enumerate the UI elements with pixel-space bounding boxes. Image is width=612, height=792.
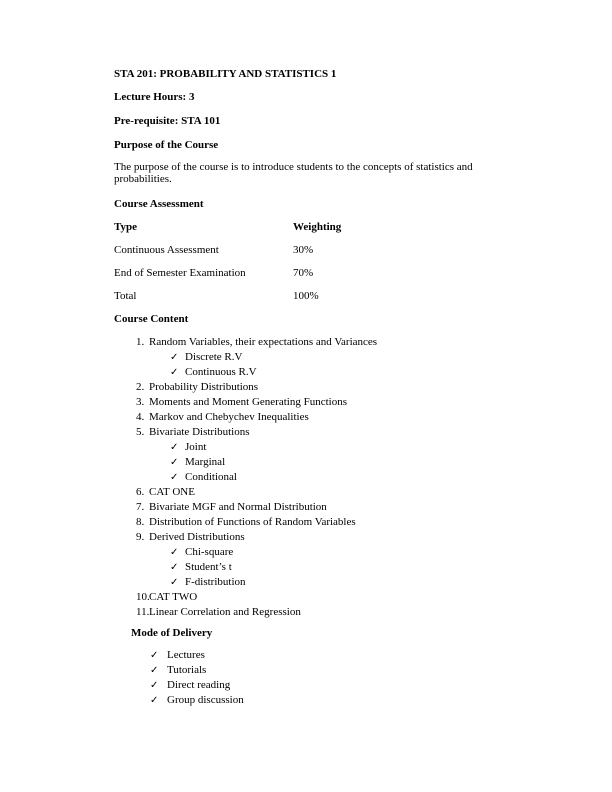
- list-number: 1.: [136, 336, 145, 348]
- check-icon: ✓: [150, 650, 159, 661]
- list-number: 9.: [136, 531, 145, 543]
- check-icon: ✓: [150, 680, 159, 691]
- list-item: Distribution of Functions of Random Variables: [149, 516, 356, 528]
- list-item: Derived Distributions: [149, 531, 245, 543]
- check-icon: ✓: [150, 665, 159, 676]
- list-number: 8.: [136, 516, 145, 528]
- list-item: Bivariate MGF and Normal Distribution: [149, 501, 327, 513]
- delivery-item: Lectures: [167, 649, 205, 661]
- sub-list-item: Continuous R.V: [185, 366, 257, 378]
- list-item: Random Variables, their expectations and Variances: [149, 336, 378, 348]
- content-heading: Course Content: [114, 313, 189, 325]
- check-icon: ✓: [170, 577, 179, 588]
- check-icon: ✓: [170, 472, 179, 483]
- list-item: Markov and Chebychev Inequalities: [149, 411, 309, 423]
- delivery-item: Group discussion: [167, 694, 244, 706]
- sub-list-item: Marginal: [185, 456, 226, 468]
- sub-list-item: Discrete R.V: [185, 351, 243, 363]
- list-item: Bivariate Distributions: [149, 426, 250, 438]
- list-item: Moments and Moment Generating Functions: [149, 396, 347, 408]
- table-cell-type: End of Semester Examination: [114, 267, 246, 279]
- list-item: Linear Correlation and Regression: [149, 606, 301, 618]
- table-cell-weighting: 30%: [293, 244, 314, 256]
- sub-list-item: Conditional: [185, 471, 237, 483]
- lecture-hours: Lecture Hours: 3: [114, 91, 195, 103]
- purpose-text-line: probabilities.: [114, 173, 172, 185]
- delivery-item: Direct reading: [167, 679, 231, 691]
- check-icon: ✓: [170, 562, 179, 573]
- purpose-text-line: The purpose of the course is to introduce students to the concepts of statistics and: [114, 161, 473, 173]
- list-number: 6.: [136, 486, 145, 498]
- check-icon: ✓: [150, 695, 159, 706]
- check-icon: ✓: [170, 547, 179, 558]
- list-number: 5.: [136, 426, 145, 438]
- table-cell-type: Total: [114, 290, 137, 302]
- list-number: 10.: [136, 591, 150, 603]
- sub-list-item: Chi-square: [185, 546, 234, 558]
- table-cell-weighting: 70%: [293, 267, 314, 279]
- list-number: 4.: [136, 411, 145, 423]
- table-header-weighting: Weighting: [293, 221, 342, 233]
- sub-list-item: Student’s t: [185, 561, 232, 573]
- purpose-heading: Purpose of the Course: [114, 139, 219, 151]
- assessment-heading: Course Assessment: [114, 198, 204, 210]
- delivery-item: Tutorials: [167, 664, 207, 676]
- prerequisite: Pre-requisite: STA 101: [114, 115, 221, 127]
- check-icon: ✓: [170, 352, 179, 363]
- list-number: 11.: [136, 606, 150, 618]
- list-item: CAT ONE: [149, 486, 195, 498]
- delivery-heading: Mode of Delivery: [131, 627, 213, 639]
- list-number: 7.: [136, 501, 145, 513]
- check-icon: ✓: [170, 367, 179, 378]
- list-item: CAT TWO: [149, 591, 198, 603]
- table-header-type: Type: [114, 221, 138, 233]
- table-cell-weighting: 100%: [293, 290, 319, 302]
- table-cell-type: Continuous Assessment: [114, 244, 219, 256]
- course-title: STA 201: PROBABILITY AND STATISTICS 1: [114, 68, 337, 80]
- list-number: 3.: [136, 396, 145, 408]
- list-number: 2.: [136, 381, 145, 393]
- check-icon: ✓: [170, 457, 179, 468]
- list-item: Probability Distributions: [149, 381, 259, 393]
- check-icon: ✓: [170, 442, 179, 453]
- sub-list-item: Joint: [185, 441, 207, 453]
- sub-list-item: F-distribution: [185, 576, 246, 588]
